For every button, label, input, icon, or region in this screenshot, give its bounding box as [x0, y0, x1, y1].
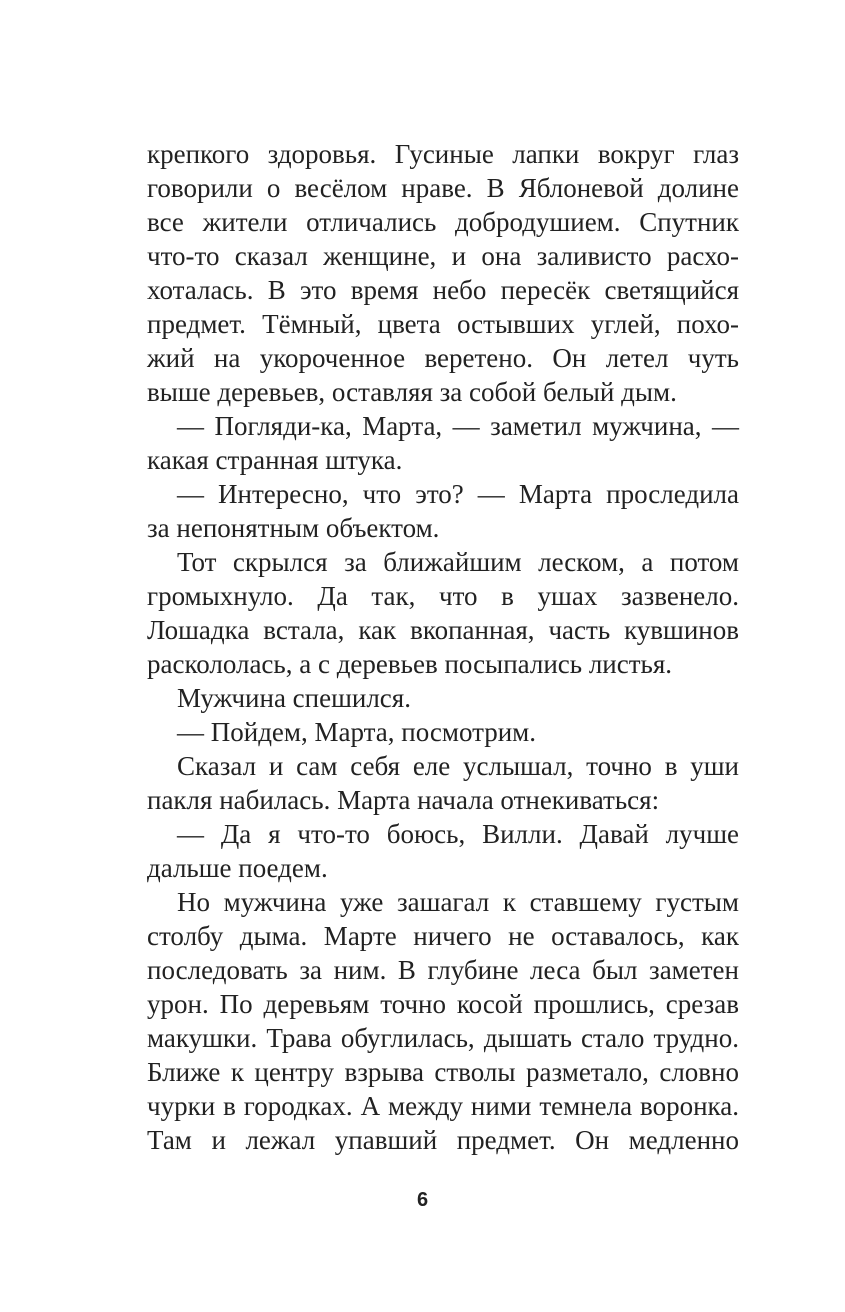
text-line: за непонятным объектом.	[147, 513, 440, 543]
text-line: громыхнуло. Да так, что в ушах зазвенело.	[147, 581, 739, 611]
text-line: раскололась, а с деревьев посыпались листья.	[147, 649, 673, 679]
page-number: 6	[416, 1189, 429, 1211]
text-line: говорили о весёлом нраве. В Яблоневой долине	[147, 173, 739, 203]
text-line: — Пойдем, Марта, посмотрим.	[177, 717, 537, 747]
body-text	[147, 137, 739, 1157]
text-line: жий на укороченное веретено. Он летел чуть	[147, 343, 739, 373]
text-line: столбу дыма. Марте ничего не оставалось, как	[147, 921, 739, 951]
text-line: макушки. Трава обуглилась, дышать стало трудно.	[147, 1023, 739, 1053]
text-line: Тот скрылся за ближайшим леском, а потом	[177, 547, 739, 577]
text-line: — Погляди-ка, Марта, — заметил мужчина, —	[177, 411, 739, 441]
text-line: чурки в городках. А между ними темнела воронка.	[147, 1091, 739, 1121]
text-line: какая странная штука.	[147, 445, 403, 475]
text-line: — Интересно, что это? — Марта проследила	[177, 479, 739, 509]
text-line: Там и лежал упавший предмет. Он медленно	[147, 1125, 739, 1155]
text-line: Лошадка встала, как вкопанная, часть кувшинов	[147, 615, 739, 645]
text-line: Ближе к центру взрыва стволы разметало, словно	[147, 1057, 739, 1087]
text-line: урон. По деревьям точно косой прошлись, срезав	[147, 989, 739, 1019]
text-line: Мужчина спешился.	[177, 683, 411, 713]
text-line: крепкого здоровья. Гусиные лапки вокруг глаз	[147, 139, 739, 169]
text-line: хоталась. В это время небо пересёк светящийся	[147, 275, 739, 305]
text-line: выше деревьев, оставляя за собой белый дым.	[147, 377, 677, 407]
text-line: пакля набилась. Марта начала отнекиваться:	[147, 785, 660, 815]
text-line: дальше поедем.	[147, 853, 328, 883]
text-line: все жители отличались добродушием. Спутник	[147, 207, 739, 237]
text-line: последовать за ним. В глубине леса был заметен	[147, 955, 739, 985]
text-line: предмет. Тёмный, цвета остывших углей, похо-	[147, 309, 739, 339]
text-line: что-то сказал женщине, и она заливисто расхо-	[147, 241, 739, 271]
text-line: — Да я что-то боюсь, Вилли. Давай лучше	[177, 819, 739, 849]
text-line: Но мужчина уже зашагал к ставшему густым	[177, 887, 739, 917]
text-line: Сказал и сам себя еле услышал, точно в уши	[177, 751, 739, 781]
